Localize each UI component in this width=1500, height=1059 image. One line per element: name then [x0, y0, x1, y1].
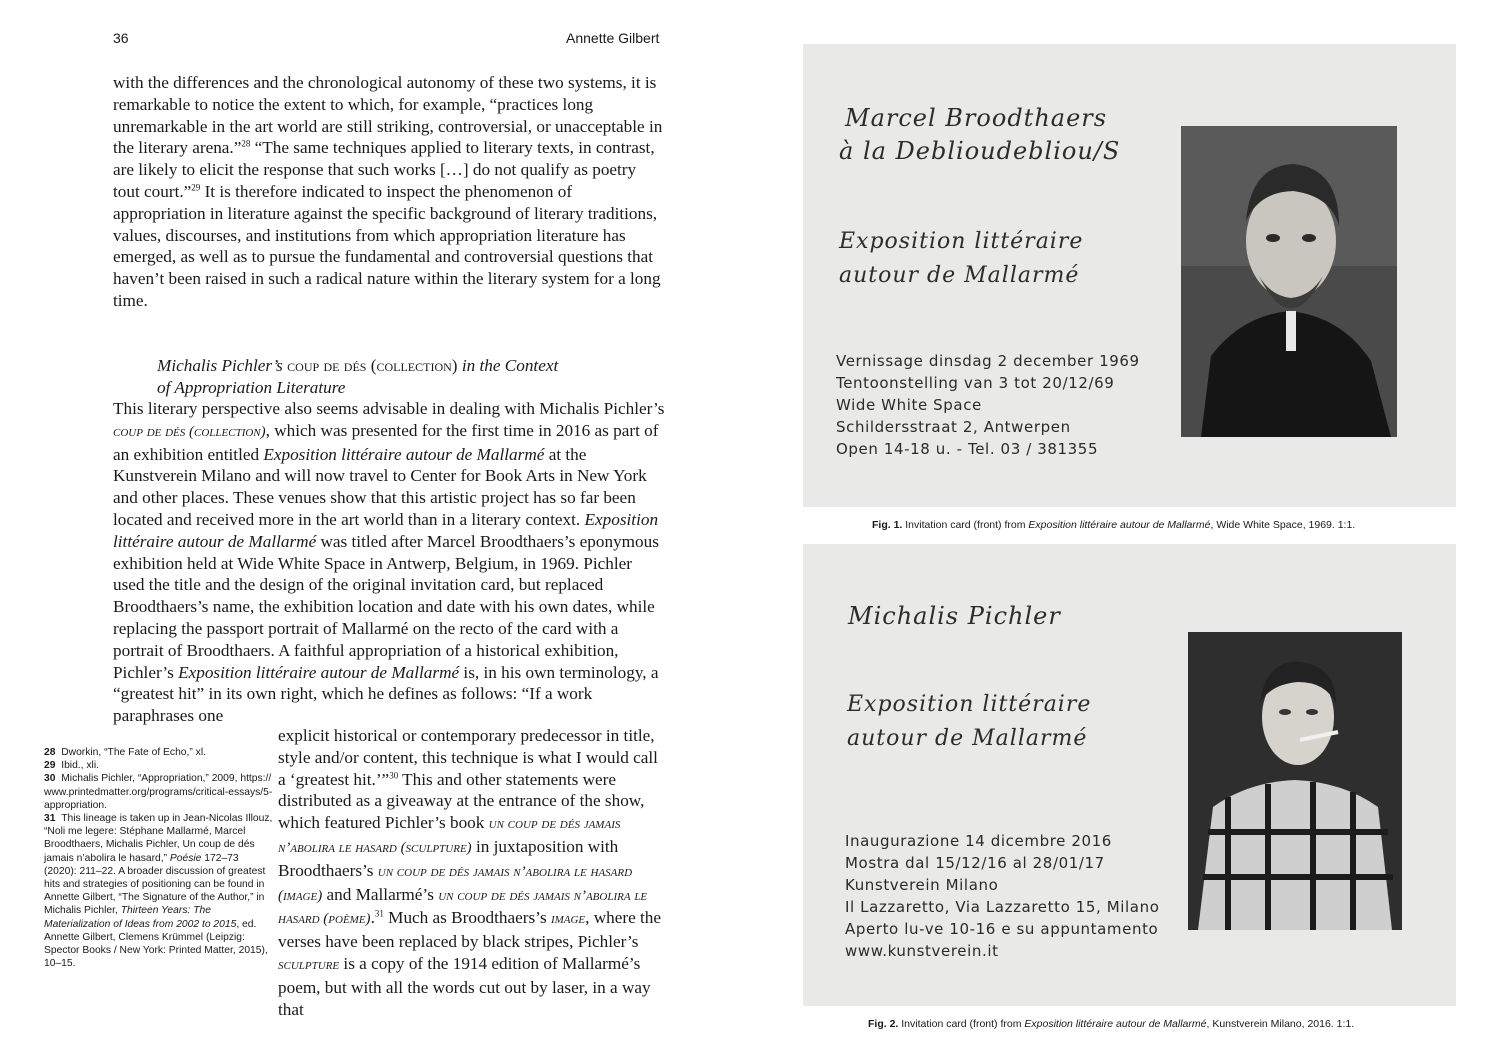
card-script-title-1: Exposition littéraire [847, 692, 1092, 717]
paragraph-main [113, 398, 665, 727]
card-detail-line: Il Lazzaretto, Via Lazzaretto 15, Milano [845, 898, 1160, 916]
card-detail-line: Wide White Space [836, 396, 982, 414]
text-run: and Mallarmé’s [322, 884, 439, 904]
text-run: “The same techniques applied to literary texts, in contrast, are likely to elicit the response that such works […] do not qualify as poetry tout court.” [113, 138, 655, 201]
footnote-28 [44, 746, 274, 759]
text-run: , where the verses have been replaced by black stripes, Pichler’s [278, 908, 662, 952]
card-detail-line: www.kunstverein.it [845, 942, 999, 960]
text-run: This and other statements were distributed as a giveaway at the entrance of the show, which featured Pichler’s book [278, 769, 645, 833]
card-script-name: Michalis Pichler [848, 602, 1061, 630]
portrait-photo-mallarme [1181, 126, 1397, 437]
caption-text: , Wide White Space, 1969. 1:1. [1210, 519, 1356, 531]
text-run: was titled after Marcel Broodthaers’s eponymous exhibition held at Wide White Space in Antwerp, Belgium, in 1969. Pichler used the title and the design of the original invitation card, but replaced Broodthaers’s name, the exhibition location and date with his own dates, while replacing the passport portrait of Mallarmé on the recto of the card with a portrait of Broodthaers. A faithful appropriation of a historical exhibition, Pichler’s [113, 531, 659, 682]
running-head: Annette Gilbert [566, 30, 660, 46]
figure-2-invitation-card [803, 544, 1456, 1006]
footnote-text: This lineage is taken up in Jean-Nicolas Illouz, “Noli me legere: Stéphane Mallarmé, Marcel Broodthaers, Michalis Pichler, Un coup de dés jamais n’abolira le hasard,” [44, 813, 273, 864]
card-details [836, 350, 1140, 460]
card-detail-line: Tentoonstelling van 3 tot 20/12/69 [836, 374, 1115, 392]
caption-text: Invitation card (front) from [902, 519, 1029, 531]
smallcaps-title: image [550, 911, 586, 928]
smallcaps-title: coup de dés (collection) [113, 423, 266, 440]
text-run: in juxtaposition with Broodthaers’s [278, 836, 619, 880]
caption-label: Fig. 1. [872, 519, 903, 531]
footnote-number: 28 [44, 747, 56, 758]
smallcaps-title: un coup de dés jamais n’abolira le hasard (poème) [278, 887, 648, 928]
heading-part: Michalis Pichler’s [157, 356, 288, 375]
paragraph-continued [278, 725, 668, 1020]
footnote-ref-31[interactable]: 31 [374, 908, 384, 919]
caption-italic: Exposition littéraire autour de Mallarmé [1024, 1018, 1207, 1030]
text-run: Much as Broodthaers’s [383, 908, 551, 928]
italic-title: Exposition littéraire autour de Mallarmé [263, 444, 545, 464]
heading-part: in the Context [457, 356, 559, 375]
figure-1-invitation-card [803, 44, 1456, 507]
card-details [845, 830, 1160, 962]
text-run: This literary perspective also seems advisable in dealing with Michalis Pichler’s [113, 399, 665, 418]
footnote-number: 30 [44, 773, 56, 785]
text-run: is a copy of the 1914 edition of Mallarmé’s poem, but with all the words cut out by laser, in a way that [278, 953, 651, 1019]
card-script-title-1: Exposition littéraire [839, 229, 1084, 254]
footnote-italic: Poésie [169, 852, 202, 864]
paragraph-intro [113, 72, 665, 312]
smallcaps-title: sculpture [278, 956, 340, 973]
footnote-29 [44, 759, 274, 772]
footnote-text: 172–73 (2020): 211–22. A broader discussion of greatest hits and strategies of positioning can be found in Annette Gilbert, “The Signature of the Author,” in Michalis Pichler, [44, 852, 266, 917]
figure-1-caption [872, 519, 1355, 531]
italic-title: Exposition littéraire autour de Mallarmé [178, 662, 460, 682]
heading-smallcaps: coup de dés (collection) [287, 356, 458, 375]
smallcaps-title: un coup de dés jamais n’abolira le hasard (image) [278, 863, 633, 904]
footnotes [44, 746, 274, 970]
footnote-ref-29[interactable]: 29 [191, 182, 201, 193]
card-detail-line: Open 14-18 u. - Tel. 03 / 381355 [836, 440, 1099, 458]
card-script-subtitle: à la Deblioudebliou/S [839, 137, 1121, 165]
card-detail-line: Mostra dal 15/12/16 al 28/01/17 [845, 854, 1105, 872]
footnote-30 [44, 772, 274, 812]
card-script-name: Marcel Broodthaers [845, 104, 1108, 132]
footnote-text: Dworkin, “The Fate of Echo,” xl. [61, 747, 206, 758]
footnote-ref-30[interactable]: 30 [389, 769, 399, 780]
caption-text: Invitation card (front) from [898, 1018, 1025, 1030]
footnote-text: Michalis Pichler, “Appropriation,” 2009, https://www.printedmatter.org/programs/critical-essays/5-appropriation. [44, 773, 273, 811]
footnote-text: , ed. Annette Gilbert, Clemens Krümmel (Leipzig: Spector Books / New York: Printed Matter, 2015), 10–15. [44, 918, 268, 970]
card-detail-line: Inaugurazione 14 dicembre 2016 [845, 832, 1112, 850]
card-detail-line: Vernissage dinsdag 2 december 1969 [836, 352, 1140, 370]
caption-text: , Kunstverein Milano, 2016. 1:1. [1206, 1018, 1355, 1030]
card-detail-line: Kunstverein Milano [845, 876, 999, 894]
card-script-title-2: autour de Mallarmé [847, 726, 1088, 751]
portrait-photo-broodthaers [1188, 632, 1402, 930]
portrait-image [1188, 632, 1402, 930]
text-run: explicit historical or contemporary predecessor in title, style and/or content, this technique is what I would call a ‘greatest hit.’” [278, 726, 658, 789]
caption-italic: Exposition littéraire autour de Mallarmé [1028, 519, 1211, 531]
footnote-italic: Thirteen Years: The Materialization of Ideas from 2002 to 2015 [44, 905, 237, 930]
text-run: , which was presented for the first time in 2016 as part of an exhibition entitled [113, 420, 659, 464]
section-heading [157, 355, 677, 399]
italic-title: Exposition littéraire autour de Mallarmé [113, 509, 659, 551]
card-script-title-2: autour de Mallarmé [839, 263, 1080, 288]
text-run: . [370, 908, 375, 928]
text-run: is, in his own terminology, a “greatest hit” in its own right, which he defines as follows: “If a work paraphrases one [113, 662, 659, 726]
portrait-image [1181, 126, 1397, 437]
text-run: with the differences and the chronological autonomy of these two systems, it is remarkable to notice the extent to which, for example, “practices long unremarkable in the art world are still striking, controversial, or unacceptable in the literary arena.” [113, 73, 663, 158]
footnote-number: 29 [44, 760, 56, 772]
footnote-31 [44, 812, 274, 970]
text-run: at the Kunstverein Milano and will now travel to Center for Book Arts in New York and other places. These venues show that this artistic project has so far been located and received more in the art world than in a literary context. [113, 444, 647, 529]
page-number: 36 [113, 30, 129, 46]
footnote-ref-28[interactable]: 28 [241, 138, 251, 149]
footnote-number: 31 [44, 813, 56, 825]
heading-line-2: of Appropriation Literature [157, 377, 346, 397]
card-detail-line: Aperto lu-ve 10-16 e su appuntamento [845, 920, 1159, 938]
text-run: It is therefore indicated to inspect the phenomenon of appropriation in literature against the specific background of literary traditions, values, discourses, and institutions from which appropriation literature has emerged, as well as to pursue the fundamental and controversial questions that haven’t been raised in such a radical nature within the literary system for a long time. [113, 181, 661, 310]
footnote-text: Ibid., xli. [61, 760, 99, 772]
card-detail-line: Schildersstraat 2, Antwerpen [836, 418, 1071, 436]
caption-label: Fig. 2. [868, 1018, 899, 1030]
smallcaps-title: un coup de dés jamais n’abolira le hasard (sculpture) [278, 816, 621, 856]
figure-2-caption [868, 1018, 1354, 1030]
